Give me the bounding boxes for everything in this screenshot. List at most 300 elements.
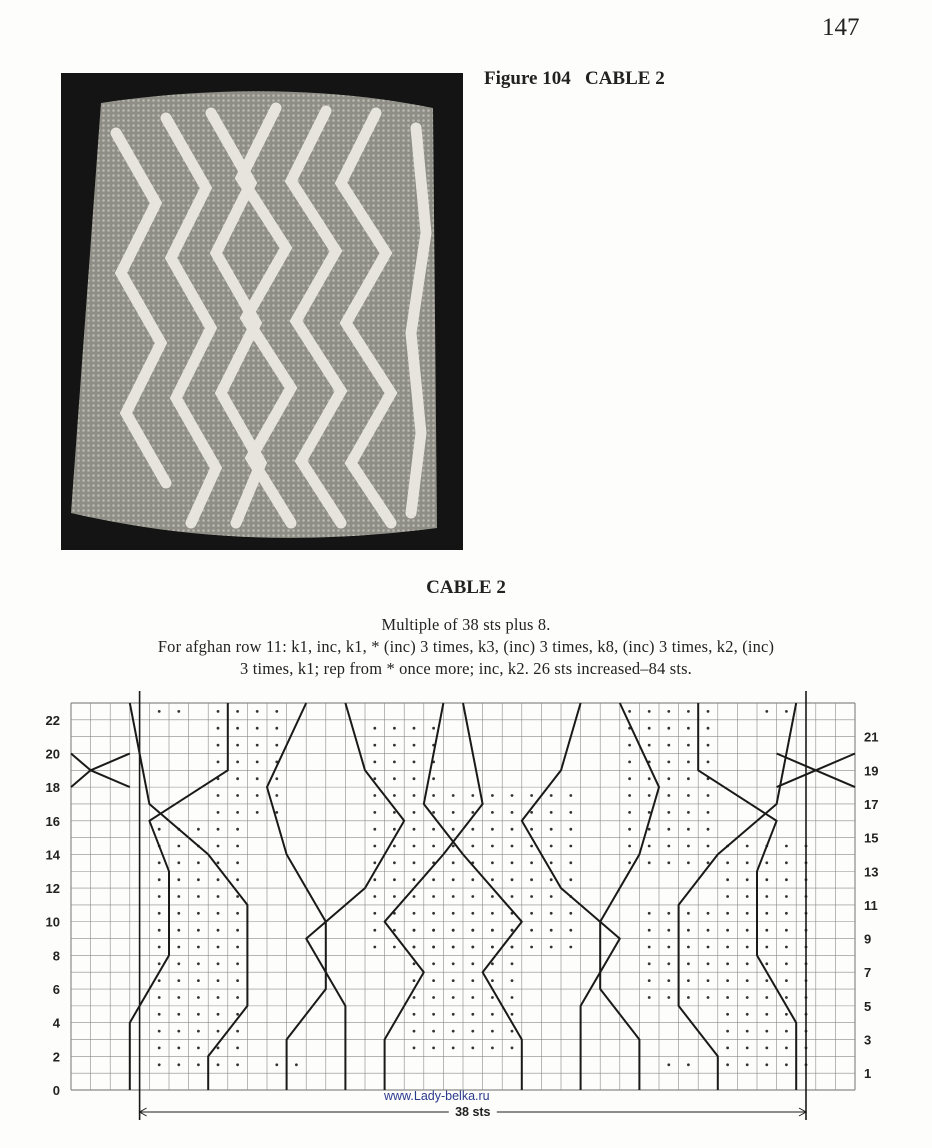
purl-dot [550, 878, 553, 881]
purl-dot [765, 1030, 768, 1033]
purl-dot [628, 710, 631, 713]
purl-dot [667, 929, 670, 932]
purl-dot [432, 878, 435, 881]
purl-dot [236, 878, 239, 881]
purl-dot [158, 895, 161, 898]
purl-dot [726, 1063, 729, 1066]
row-label-left: 22 [45, 712, 60, 728]
purl-dot [471, 1030, 474, 1033]
purl-dot [413, 1030, 416, 1033]
purl-dot [511, 794, 514, 797]
purl-dot [256, 777, 259, 780]
purl-dot [785, 946, 788, 949]
purl-dot [393, 727, 396, 730]
purl-dot [217, 878, 220, 881]
purl-dot [667, 1063, 670, 1066]
purl-dot [550, 929, 553, 932]
purl-dot [432, 929, 435, 932]
row-label-right: 7 [864, 965, 872, 981]
purl-dot [217, 962, 220, 965]
purl-dot [746, 929, 749, 932]
purl-dot [177, 996, 180, 999]
purl-dot [667, 861, 670, 864]
purl-dot [471, 912, 474, 915]
purl-dot [765, 710, 768, 713]
purl-dot [432, 828, 435, 831]
purl-dot [530, 794, 533, 797]
purl-dot [236, 845, 239, 848]
purl-dot [413, 1013, 416, 1016]
purl-dot [158, 929, 161, 932]
purl-dot [158, 1013, 161, 1016]
purl-dot [158, 878, 161, 881]
purl-dot [707, 761, 710, 764]
purl-dot [393, 861, 396, 864]
purl-dot [432, 946, 435, 949]
purl-dot [707, 912, 710, 915]
purl-dot [569, 912, 572, 915]
purl-dot [177, 895, 180, 898]
purl-dot [785, 979, 788, 982]
purl-dot [236, 710, 239, 713]
purl-dot [785, 710, 788, 713]
purl-dot [452, 895, 455, 898]
purl-dot [471, 845, 474, 848]
purl-dot [177, 912, 180, 915]
purl-dot [648, 861, 651, 864]
purl-dot [471, 1047, 474, 1050]
row-label-left: 4 [52, 1015, 60, 1031]
purl-dot [413, 761, 416, 764]
purl-dot [413, 1047, 416, 1050]
purl-dot [746, 979, 749, 982]
purl-dot [726, 946, 729, 949]
purl-dot [432, 727, 435, 730]
row-label-right: 15 [864, 830, 879, 846]
purl-dot [687, 929, 690, 932]
purl-dot [471, 828, 474, 831]
purl-dot [687, 1063, 690, 1066]
cable-chart [0, 686, 932, 1126]
purl-dot [569, 811, 572, 814]
purl-dot [236, 996, 239, 999]
purl-dot [413, 845, 416, 848]
purl-dot [236, 828, 239, 831]
page-number: 147 [822, 14, 860, 41]
purl-dot [746, 1013, 749, 1016]
purl-dot [530, 845, 533, 848]
purl-dot [432, 1030, 435, 1033]
purl-dot [491, 946, 494, 949]
purl-dot [217, 946, 220, 949]
purl-dot [236, 929, 239, 932]
purl-dot [707, 929, 710, 932]
purl-dot [236, 962, 239, 965]
row-label-left: 16 [45, 813, 60, 829]
purl-dot [667, 946, 670, 949]
purl-dot [707, 828, 710, 831]
purl-dot [236, 895, 239, 898]
purl-dot [413, 979, 416, 982]
purl-dot [648, 794, 651, 797]
purl-dot [667, 727, 670, 730]
purl-dot [177, 946, 180, 949]
purl-dot [530, 828, 533, 831]
purl-dot [393, 878, 396, 881]
purl-dot [393, 744, 396, 747]
purl-dot [217, 761, 220, 764]
purl-dot [569, 878, 572, 881]
purl-dot [628, 845, 631, 848]
purl-dot [687, 777, 690, 780]
purl-dot [373, 845, 376, 848]
purl-dot [217, 828, 220, 831]
purl-dot [726, 996, 729, 999]
purl-dot [452, 996, 455, 999]
purl-dot [197, 878, 200, 881]
purl-dot [432, 962, 435, 965]
purl-dot [471, 979, 474, 982]
purl-dot [726, 1030, 729, 1033]
purl-dot [746, 946, 749, 949]
purl-dot [452, 845, 455, 848]
purl-dot [648, 912, 651, 915]
purl-dot [648, 777, 651, 780]
purl-dot [765, 996, 768, 999]
purl-dot [707, 996, 710, 999]
purl-dot [217, 1013, 220, 1016]
purl-dot [765, 878, 768, 881]
purl-dot [413, 895, 416, 898]
purl-dot [667, 710, 670, 713]
purl-dot [393, 777, 396, 780]
purl-dot [511, 1030, 514, 1033]
purl-dot [413, 946, 416, 949]
purl-dot [452, 1013, 455, 1016]
purl-dot [687, 761, 690, 764]
purl-dot [511, 946, 514, 949]
purl-dot [726, 861, 729, 864]
purl-dot [687, 710, 690, 713]
purl-dot [746, 878, 749, 881]
purl-dot [687, 996, 690, 999]
purl-dot [177, 878, 180, 881]
purl-dot [511, 979, 514, 982]
purl-dot [217, 1047, 220, 1050]
purl-dot [373, 878, 376, 881]
purl-dot [687, 962, 690, 965]
purl-dot [707, 811, 710, 814]
purl-dot [177, 845, 180, 848]
purl-dot [393, 929, 396, 932]
purl-dot [432, 777, 435, 780]
purl-dot [726, 929, 729, 932]
purl-dot [217, 727, 220, 730]
purl-dot [158, 828, 161, 831]
purl-dot [511, 929, 514, 932]
purl-dot [413, 962, 416, 965]
purl-dot [217, 929, 220, 932]
purl-dot [667, 744, 670, 747]
purl-dot [471, 811, 474, 814]
purl-dot [785, 929, 788, 932]
purl-dot [628, 744, 631, 747]
purl-dot [432, 895, 435, 898]
purl-dot [667, 962, 670, 965]
row-label-right: 17 [864, 797, 879, 812]
purl-dot [746, 962, 749, 965]
purl-dot [197, 861, 200, 864]
purl-dot [471, 794, 474, 797]
purl-dot [413, 794, 416, 797]
purl-dot [648, 929, 651, 932]
purl-dot [236, 1013, 239, 1016]
purl-dot [667, 979, 670, 982]
row-label-right: 1 [864, 1066, 872, 1082]
purl-dot [236, 979, 239, 982]
purl-dot [765, 929, 768, 932]
purl-dot [746, 895, 749, 898]
purl-dot [530, 946, 533, 949]
purl-dot [158, 710, 161, 713]
purl-dot [746, 845, 749, 848]
purl-dot [256, 727, 259, 730]
purl-dot [687, 744, 690, 747]
purl-dot [413, 996, 416, 999]
purl-dot [569, 929, 572, 932]
purl-dot [197, 929, 200, 932]
purl-dot [275, 811, 278, 814]
purl-dot [393, 761, 396, 764]
purl-dot [373, 929, 376, 932]
purl-dot [511, 895, 514, 898]
purl-dot [511, 962, 514, 965]
row-label-left: 10 [45, 914, 60, 930]
purl-dot [491, 878, 494, 881]
purl-dot [197, 912, 200, 915]
purl-dot [393, 828, 396, 831]
purl-dot [726, 1013, 729, 1016]
purl-dot [236, 1047, 239, 1050]
purl-dot [785, 996, 788, 999]
purl-dot [217, 861, 220, 864]
purl-dot [765, 1013, 768, 1016]
purl-dot [530, 912, 533, 915]
knitted-swatch-photo [61, 73, 463, 550]
purl-dot [648, 828, 651, 831]
purl-dot [217, 1030, 220, 1033]
purl-dot [452, 794, 455, 797]
purl-dot [432, 811, 435, 814]
purl-dot [295, 1063, 298, 1066]
purl-dot [765, 979, 768, 982]
purl-dot [275, 794, 278, 797]
row-label-right: 13 [864, 864, 879, 880]
purl-dot [726, 1047, 729, 1050]
purl-dot [785, 895, 788, 898]
purl-dot [511, 811, 514, 814]
row-label-left: 2 [52, 1049, 60, 1065]
row-label-right: 5 [864, 998, 872, 1014]
instructions-line-1: Multiple of 38 sts plus 8. [381, 615, 551, 634]
purl-dot [158, 861, 161, 864]
figure-number: Figure 104 [484, 68, 571, 89]
purl-dot [432, 979, 435, 982]
purl-dot [471, 1013, 474, 1016]
purl-dot [550, 912, 553, 915]
purl-dot [158, 996, 161, 999]
purl-dot [667, 761, 670, 764]
purl-dot [687, 727, 690, 730]
purl-dot [491, 979, 494, 982]
purl-dot [687, 794, 690, 797]
purl-dot [707, 962, 710, 965]
purl-dot [177, 1063, 180, 1066]
purl-dot [550, 794, 553, 797]
purl-dot [177, 710, 180, 713]
purl-dot [432, 794, 435, 797]
purl-dot [197, 979, 200, 982]
purl-dot [707, 946, 710, 949]
purl-dot [628, 861, 631, 864]
purl-dot [197, 828, 200, 831]
purl-dot [569, 845, 572, 848]
purl-dot [648, 744, 651, 747]
purl-dot [707, 710, 710, 713]
purl-dot [687, 828, 690, 831]
purl-dot [726, 878, 729, 881]
purl-dot [217, 845, 220, 848]
purl-dot [648, 946, 651, 949]
purl-dot [452, 929, 455, 932]
purl-dot [628, 828, 631, 831]
purl-dot [471, 962, 474, 965]
purl-dot [197, 895, 200, 898]
purl-dot [158, 1063, 161, 1066]
purl-dot [452, 962, 455, 965]
purl-dot [569, 946, 572, 949]
instructions-line-3: 3 times, k1; rep from * once more; inc, k2. 26 sts increased–84 sts. [240, 659, 692, 678]
purl-dot [491, 845, 494, 848]
purl-dot [707, 727, 710, 730]
purl-dot [452, 1047, 455, 1050]
purl-dot [785, 1047, 788, 1050]
purl-dot [530, 811, 533, 814]
section-title: CABLE 2 [426, 577, 506, 598]
purl-dot [785, 1013, 788, 1016]
purl-dot [687, 845, 690, 848]
purl-dot [158, 912, 161, 915]
purl-dot [452, 912, 455, 915]
purl-dot [550, 946, 553, 949]
purl-dot [511, 1013, 514, 1016]
purl-dot [550, 828, 553, 831]
purl-dot [413, 727, 416, 730]
purl-dot [432, 845, 435, 848]
purl-dot [726, 912, 729, 915]
watermark-url: www.Lady-belka.ru [384, 1089, 490, 1103]
purl-dot [628, 811, 631, 814]
purl-dot [452, 979, 455, 982]
row-label-left: 8 [52, 948, 60, 964]
purl-dot [707, 845, 710, 848]
purl-dot [511, 828, 514, 831]
purl-dot [275, 727, 278, 730]
purl-dot [530, 861, 533, 864]
purl-dot [236, 744, 239, 747]
purl-dot [236, 811, 239, 814]
purl-dot [491, 962, 494, 965]
purl-dot [491, 929, 494, 932]
purl-dot [373, 744, 376, 747]
purl-dot [550, 861, 553, 864]
purl-dot [491, 794, 494, 797]
purl-dot [236, 727, 239, 730]
purl-dot [491, 996, 494, 999]
purl-dot [217, 1063, 220, 1066]
row-label-left: 0 [52, 1083, 60, 1098]
purl-dot [550, 845, 553, 848]
purl-dot [197, 1063, 200, 1066]
purl-dot [432, 996, 435, 999]
purl-dot [707, 744, 710, 747]
purl-dot [236, 946, 239, 949]
purl-dot [530, 929, 533, 932]
purl-dot [217, 744, 220, 747]
purl-dot [765, 895, 768, 898]
purl-dot [707, 861, 710, 864]
purl-dot [217, 811, 220, 814]
purl-dot [687, 861, 690, 864]
purl-dot [667, 794, 670, 797]
purl-dot [726, 895, 729, 898]
purl-dot [452, 861, 455, 864]
purl-dot [550, 895, 553, 898]
purl-dot [158, 1047, 161, 1050]
row-label-right: 21 [864, 729, 879, 745]
purl-dot [158, 962, 161, 965]
purl-dot [373, 861, 376, 864]
purl-dot [373, 727, 376, 730]
purl-dot [217, 710, 220, 713]
purl-dot [491, 1013, 494, 1016]
purl-dot [197, 1013, 200, 1016]
purl-dot [373, 761, 376, 764]
purl-dot [452, 828, 455, 831]
row-label-left: 12 [45, 881, 60, 897]
purl-dot [491, 828, 494, 831]
purl-dot [197, 1047, 200, 1050]
purl-dot [217, 794, 220, 797]
purl-dot [236, 777, 239, 780]
purl-dot [452, 946, 455, 949]
purl-dot [667, 777, 670, 780]
purl-dot [785, 845, 788, 848]
purl-dot [158, 979, 161, 982]
purl-dot [177, 962, 180, 965]
purl-dot [236, 761, 239, 764]
purl-dot [256, 761, 259, 764]
purl-dot [511, 861, 514, 864]
purl-dot [765, 1047, 768, 1050]
purl-dot [726, 979, 729, 982]
purl-dot [452, 878, 455, 881]
purl-dot [177, 929, 180, 932]
purl-dot [707, 794, 710, 797]
purl-dot [413, 861, 416, 864]
purl-dot [256, 811, 259, 814]
row-label-left: 18 [45, 780, 60, 796]
